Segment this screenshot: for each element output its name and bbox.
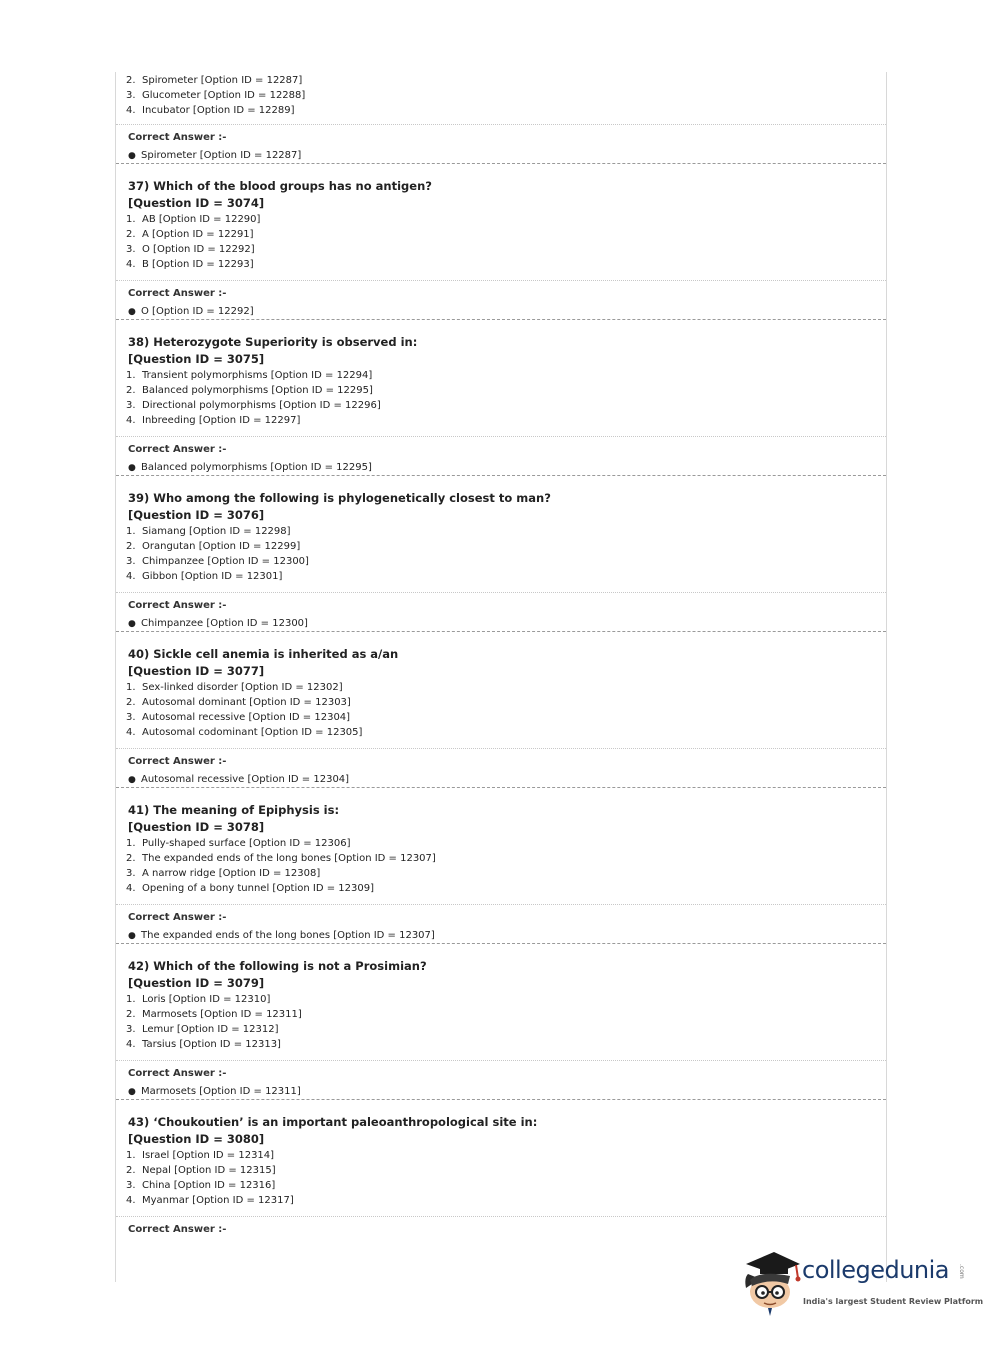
answer-value: ● Balanced polymorphisms [Option ID = 12295] — [128, 460, 886, 476]
question-id: [Question ID = 3079] — [128, 976, 265, 990]
option-item: 2. Marmosets [Option ID = 12311] — [126, 1009, 302, 1020]
option-item: 4. B [Option ID = 12293] — [126, 259, 254, 270]
option-item: 4. Gibbon [Option ID = 12301] — [126, 571, 283, 582]
question-id: [Question ID = 3075] — [128, 352, 265, 366]
answer-label: Correct Answer :- — [128, 288, 227, 299]
question-block — [116, 164, 886, 280]
answer-value: ● Marmosets [Option ID = 12311] — [128, 1084, 886, 1100]
option-item: 2. Nepal [Option ID = 12315] — [126, 1165, 276, 1176]
option-item: 3. Chimpanzee [Option ID = 12300] — [126, 556, 309, 567]
option-item: 4. Tarsius [Option ID = 12313] — [126, 1039, 281, 1050]
option-item: 3. Autosomal recessive [Option ID = 12304] — [126, 712, 351, 723]
question-block — [116, 788, 886, 904]
answer-label: Correct Answer :- — [128, 756, 227, 767]
option-item: 1. Sex-linked disorder [Option ID = 12302] — [126, 682, 343, 693]
option-list — [116, 992, 886, 1052]
question-block — [116, 632, 886, 748]
option-list — [116, 524, 886, 584]
question-block — [116, 320, 886, 436]
question-id: [Question ID = 3078] — [128, 820, 265, 834]
question-block — [116, 944, 886, 1060]
answer-value: ● Spirometer [Option ID = 12287] — [128, 148, 886, 164]
answer-value: ● Autosomal recessive [Option ID = 12304] — [128, 772, 886, 788]
brand-tagline: India's largest Student Review Platform — [803, 1297, 984, 1306]
question-text: 37) Which of the blood groups has no antigen? — [128, 179, 432, 193]
answer-label: Correct Answer :- — [128, 1068, 227, 1079]
option-item: 3. Lemur [Option ID = 12312] — [126, 1024, 279, 1035]
answer-block — [116, 749, 886, 787]
brand-suffix: .com — [958, 1264, 965, 1279]
question-id: [Question ID = 3080] — [128, 1132, 265, 1146]
option-list — [116, 1148, 886, 1208]
question-text: 41) The meaning of Epiphysis is: — [128, 803, 340, 817]
option-item: 2. The expanded ends of the long bones [Option ID = 12307] — [126, 853, 436, 864]
question-text: 43) ‘Choukoutien’ is an important paleoanthropological site in: — [128, 1115, 538, 1129]
option-item: 2. Spirometer [Option ID = 12287] — [126, 75, 303, 86]
option-item: 4. Opening of a bony tunnel [Option ID = 12309] — [126, 883, 374, 894]
option-item: 4. Incubator [Option ID = 12289] — [126, 105, 295, 116]
option-item: 1. AB [Option ID = 12290] — [126, 214, 261, 225]
bullet-icon: ● — [128, 1087, 136, 1097]
answer-label: Correct Answer :- — [128, 912, 227, 923]
option-list — [116, 836, 886, 896]
answer-block — [116, 1061, 886, 1099]
option-item: 1. Transient polymorphisms [Option ID = 12294] — [126, 370, 373, 381]
option-item: 1. Israel [Option ID = 12314] — [126, 1150, 275, 1161]
question-paper — [115, 72, 887, 1282]
answer-label: Correct Answer :- — [128, 132, 227, 143]
option-item: 4. Autosomal codominant [Option ID = 12305] — [126, 727, 363, 738]
question-id: [Question ID = 3076] — [128, 508, 265, 522]
bullet-icon: ● — [128, 931, 136, 941]
answer-value: ● O [Option ID = 12292] — [128, 304, 886, 320]
answer-label: Correct Answer :- — [128, 444, 227, 455]
option-item: 2. Orangutan [Option ID = 12299] — [126, 541, 301, 552]
answer-label: Correct Answer :- — [128, 1224, 227, 1235]
answer-block — [116, 593, 886, 631]
option-item: 1. Siamang [Option ID = 12298] — [126, 526, 291, 537]
answer-label: Correct Answer :- — [128, 600, 227, 611]
bullet-icon: ● — [128, 775, 136, 785]
answer-block — [116, 281, 886, 319]
answer-block — [116, 125, 886, 163]
answer-value: ● The expanded ends of the long bones [Option ID = 12307] — [128, 928, 886, 944]
option-list — [116, 368, 886, 428]
answer-value: ● Chimpanzee [Option ID = 12300] — [128, 616, 886, 632]
bullet-icon: ● — [128, 151, 136, 161]
option-item: 3. China [Option ID = 12316] — [126, 1180, 276, 1191]
question-id: [Question ID = 3077] — [128, 664, 265, 678]
answer-block — [116, 905, 886, 943]
option-item: 3. Glucometer [Option ID = 12288] — [126, 90, 306, 101]
option-item: 4. Inbreeding [Option ID = 12297] — [126, 415, 301, 426]
option-list — [116, 212, 886, 272]
question-text: 38) Heterozygote Superiority is observed in: — [128, 335, 418, 349]
question-id: [Question ID = 3074] — [128, 196, 265, 210]
option-item: 2. A [Option ID = 12291] — [126, 229, 254, 240]
option-item: 3. O [Option ID = 12292] — [126, 244, 255, 255]
question-text: 39) Who among the following is phylogenetically closest to man? — [128, 491, 551, 505]
brand-name: collegedunia — [802, 1256, 950, 1284]
bullet-icon: ● — [128, 619, 136, 629]
option-list — [116, 680, 886, 740]
graduate-mascot-icon — [740, 1248, 804, 1318]
option-item: 1. Pully-shaped surface [Option ID = 12306] — [126, 838, 351, 849]
question-block — [116, 1100, 886, 1216]
option-list — [116, 73, 886, 118]
option-item: 2. Balanced polymorphisms [Option ID = 12295] — [126, 385, 373, 396]
option-item: 3. Directional polymorphisms [Option ID = 12296] — [126, 400, 381, 411]
collegedunia-logo[interactable] — [740, 1248, 984, 1318]
option-item: 1. Loris [Option ID = 12310] — [126, 994, 271, 1005]
question-36-continued — [116, 72, 886, 124]
option-item: 4. Myanmar [Option ID = 12317] — [126, 1195, 294, 1206]
option-item: 2. Autosomal dominant [Option ID = 12303] — [126, 697, 351, 708]
question-text: 40) Sickle cell anemia is inherited as a/an — [128, 647, 399, 661]
question-block — [116, 476, 886, 592]
option-item: 3. A narrow ridge [Option ID = 12308] — [126, 868, 321, 879]
bullet-icon: ● — [128, 463, 136, 473]
bullet-icon: ● — [128, 307, 136, 317]
answer-block — [116, 437, 886, 475]
question-text: 42) Which of the following is not a Prosimian? — [128, 959, 427, 973]
